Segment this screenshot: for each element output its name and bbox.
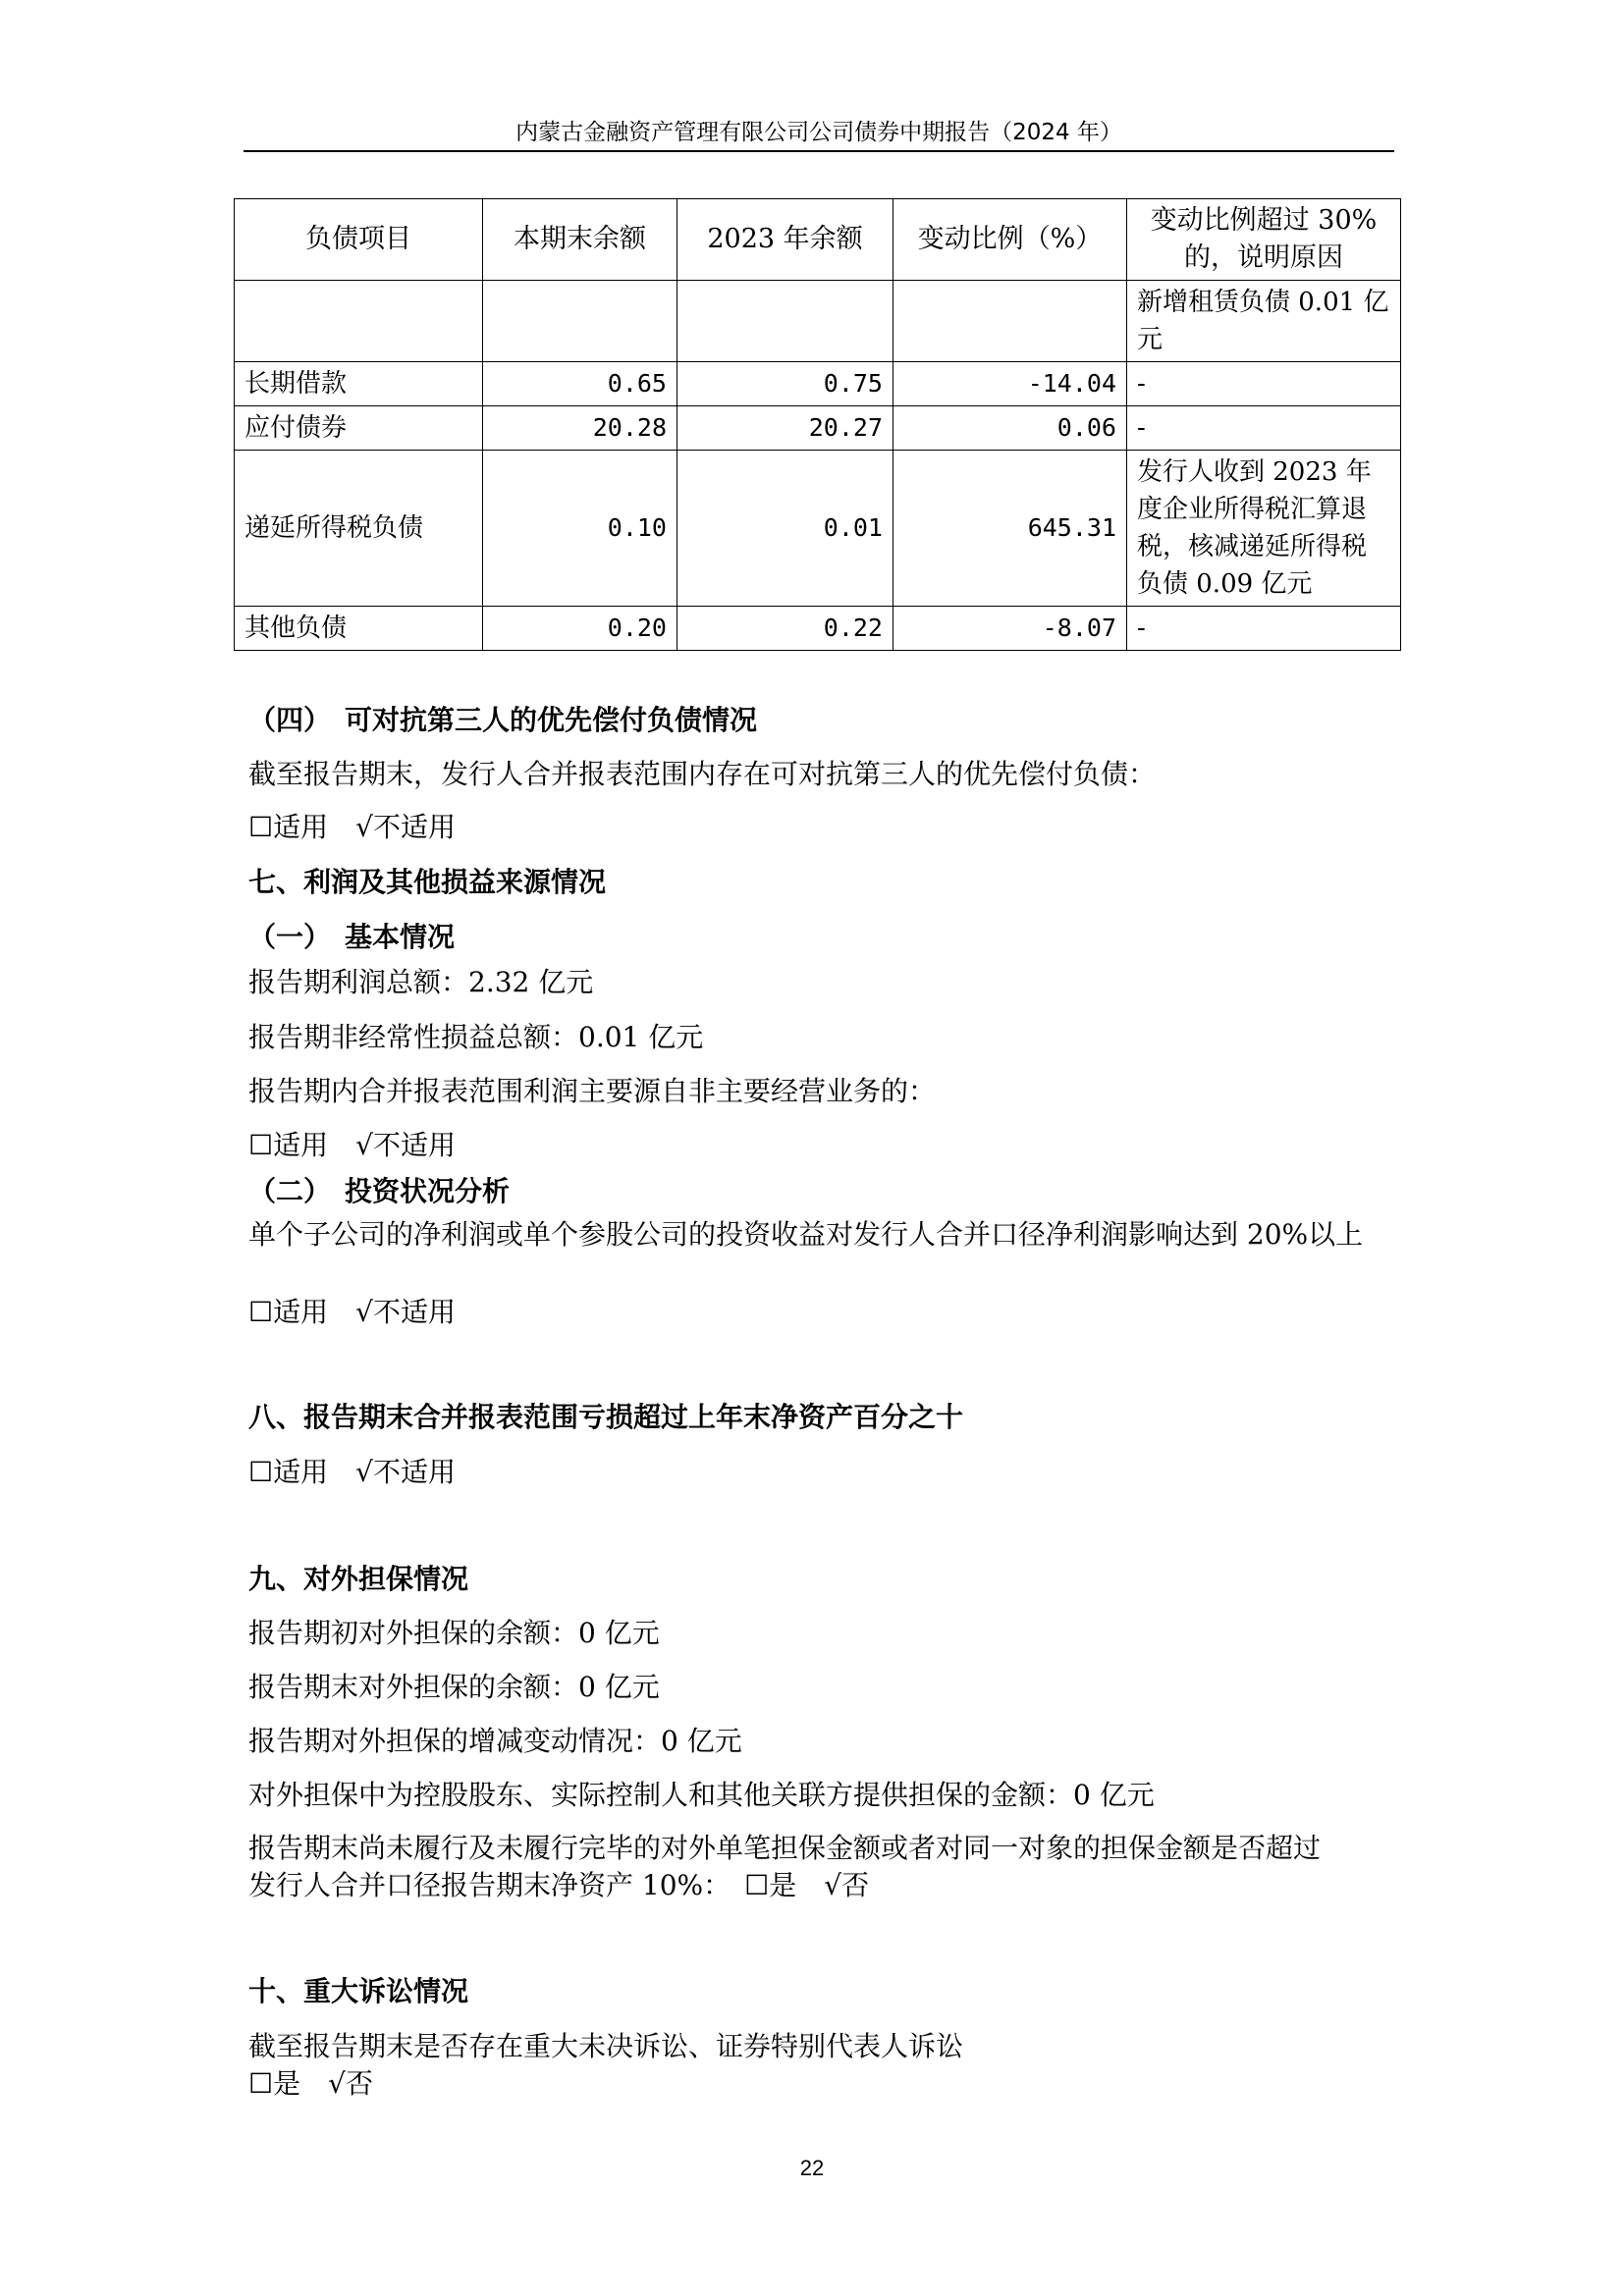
cell-reason: 新增租赁负债 0.01 亿元 xyxy=(1127,281,1401,362)
col-header-change: 变动比例（%） xyxy=(893,199,1127,281)
cell-change xyxy=(893,281,1127,362)
guarantee-exceed-line1: 报告期末尚未履行及未履行完毕的对外单笔担保金额或者对同一对象的担保金额是否超过 xyxy=(248,1832,1322,1864)
cell-item: 递延所得税负债 xyxy=(235,451,483,607)
section-4-choice: ☐适用 √不适用 xyxy=(248,811,456,843)
table-row xyxy=(235,451,1401,607)
liabilities-table xyxy=(234,198,1401,651)
table-header-row xyxy=(235,199,1401,281)
cell-reason: - xyxy=(1127,362,1401,406)
col-header-prior: 2023 年余额 xyxy=(677,199,893,281)
cell-prior xyxy=(677,281,893,362)
section-8-choice: ☐适用 √不适用 xyxy=(248,1456,456,1488)
cell-change: -8.07 xyxy=(893,607,1127,651)
section-10-heading: 十、重大诉讼情况 xyxy=(248,1975,469,2007)
guarantee-begin: 报告期初对外担保的余额：0 亿元 xyxy=(248,1617,660,1649)
litigation-choice: ☐是 √否 xyxy=(248,2067,373,2100)
section-8-heading: 八、报告期末合并报表范围亏损超过上年末净资产百分之十 xyxy=(248,1401,964,1433)
section-7-choice2: ☐适用 √不适用 xyxy=(248,1296,456,1328)
cell-current: 0.10 xyxy=(483,451,677,607)
cell-prior: 20.27 xyxy=(677,406,893,451)
cell-item: 应付债券 xyxy=(235,406,483,451)
guarantee-exceed-line2: 发行人合并口径报告期末净资产 10%： ☐是 √否 xyxy=(248,1869,870,1901)
cell-current xyxy=(483,281,677,362)
header-rule xyxy=(244,150,1394,152)
cell-change: 0.06 xyxy=(893,406,1127,451)
nonrecurring-total: 报告期非经常性损益总额：0.01 亿元 xyxy=(248,1021,704,1053)
cell-reason: 发行人收到 2023 年度企业所得税汇算退税，核减递延所得税负债 0.09 亿元 xyxy=(1127,451,1401,607)
cell-reason: - xyxy=(1127,607,1401,651)
guarantee-related: 对外担保中为控股股东、实际控制人和其他关联方提供担保的金额：0 亿元 xyxy=(248,1779,1155,1811)
table-row xyxy=(235,607,1401,651)
cell-prior: 0.75 xyxy=(677,362,893,406)
litigation-text: 截至报告期末是否存在重大未决诉讼、证券特别代表人诉讼 xyxy=(248,2030,964,2062)
cell-prior: 0.22 xyxy=(677,607,893,651)
report-header: 内蒙古金融资产管理有限公司公司债券中期报告（2024 年） xyxy=(515,120,1122,145)
cell-reason: - xyxy=(1127,406,1401,451)
cell-change: -14.04 xyxy=(893,362,1127,406)
cell-item: 长期借款 xyxy=(235,362,483,406)
section-7-choice1: ☐适用 √不适用 xyxy=(248,1129,456,1161)
section-4-text: 截至报告期末，发行人合并报表范围内存在可对抗第三人的优先偿付负债： xyxy=(248,758,1157,790)
col-header-current: 本期末余额 xyxy=(483,199,677,281)
guarantee-end: 报告期末对外担保的余额：0 亿元 xyxy=(248,1671,660,1703)
table-row xyxy=(235,362,1401,406)
cell-item xyxy=(235,281,483,362)
table-row xyxy=(235,281,1401,362)
cell-item: 其他负债 xyxy=(235,607,483,651)
section-7-heading: 七、利润及其他损益来源情况 xyxy=(248,866,607,898)
cell-prior: 0.01 xyxy=(677,451,893,607)
col-header-reason: 变动比例超过 30%的，说明原因 xyxy=(1127,199,1401,281)
guarantee-change: 报告期对外担保的增减变动情况：0 亿元 xyxy=(248,1725,742,1757)
profit-main-source: 报告期内合并报表范围利润主要源自非主要经营业务的： xyxy=(248,1075,937,1107)
section-7-sub1: （一） 基本情况 xyxy=(248,921,456,953)
cell-current: 0.65 xyxy=(483,362,677,406)
page-number: 22 xyxy=(799,2156,825,2180)
table-row xyxy=(235,406,1401,451)
cell-current: 0.20 xyxy=(483,607,677,651)
invest-text: 单个子公司的净利润或单个参股公司的投资收益对发行人合并口径净利润影响达到 20%以上 xyxy=(248,1218,1364,1251)
section-9-heading: 九、对外担保情况 xyxy=(248,1563,469,1595)
cell-current: 20.28 xyxy=(483,406,677,451)
section-7-sub2: （二） 投资状况分析 xyxy=(248,1175,511,1207)
profit-total: 报告期利润总额：2.32 亿元 xyxy=(248,966,594,998)
section-4-heading: （四） 可对抗第三人的优先偿付负债情况 xyxy=(248,704,758,736)
cell-change: 645.31 xyxy=(893,451,1127,607)
col-header-item: 负债项目 xyxy=(235,199,483,281)
